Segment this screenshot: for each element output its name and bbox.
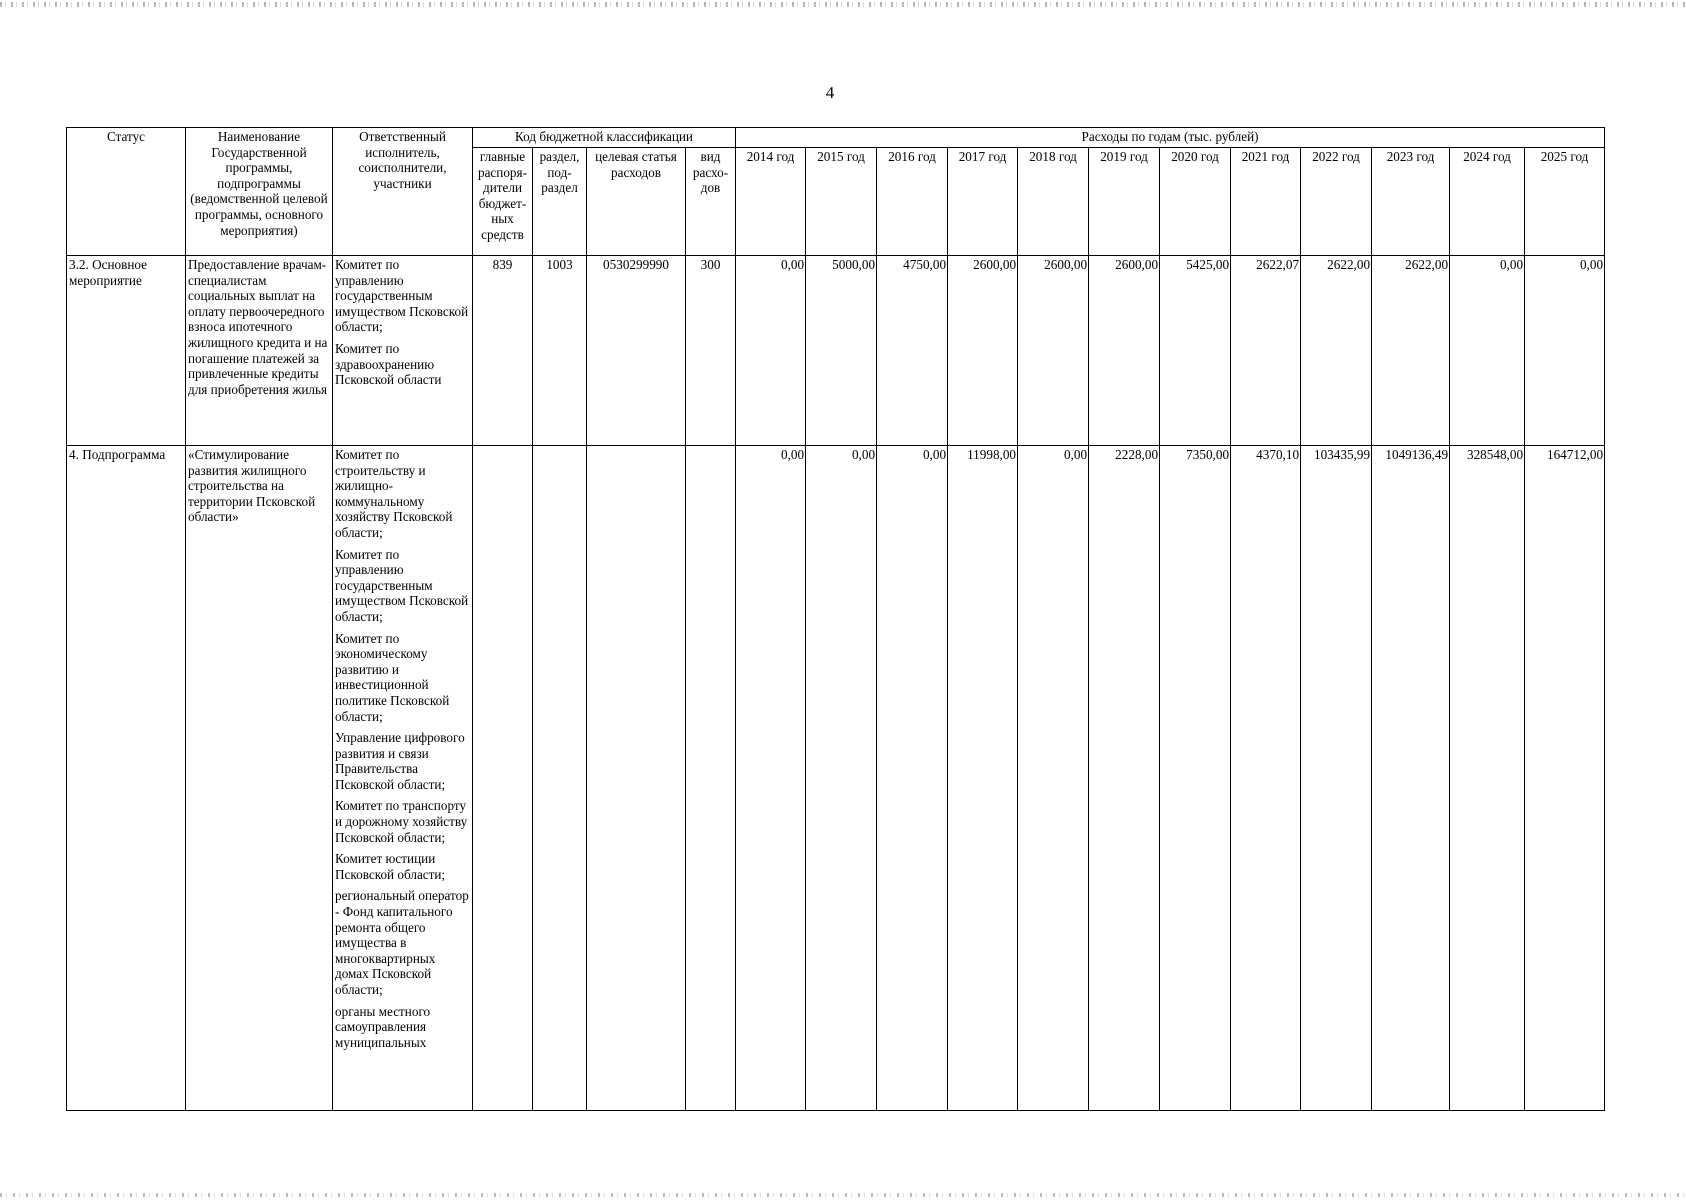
header-status: Статус	[67, 128, 186, 256]
row-status: 3.2. Основное мероприятие	[67, 256, 186, 446]
value-cell: 164712,00	[1525, 446, 1605, 1111]
header-year: 2021 год	[1231, 148, 1301, 256]
value-cell: 2228,00	[1089, 446, 1160, 1111]
value-cell: 2600,00	[1018, 256, 1089, 446]
table-row-main-event	[67, 256, 1605, 446]
row-name: Предоставление врачам-специалистам социальных выплат на оплату первоочередного взноса ипотечного жилищного кредита и на погашение платежей за привлеченные кредиты для приобретения жилья	[186, 256, 333, 446]
header-year: 2019 год	[1089, 148, 1160, 256]
scan-edge-top	[0, 2, 1686, 7]
header-year: 2015 год	[806, 148, 877, 256]
page-number: 4	[825, 83, 835, 102]
value-cell: 0,00	[877, 446, 948, 1111]
value-cell: 328548,00	[1450, 446, 1525, 1111]
executor-item: Управление цифрового развития и связи Правительства Псковской области;	[335, 730, 465, 792]
executor-item: Комитет по транспорту и дорожному хозяйству Псковской области;	[335, 798, 468, 845]
header-code-section: раздел, под-раздел	[533, 148, 587, 256]
value-cell: 2622,07	[1231, 256, 1301, 446]
value-cell: 0,00	[806, 446, 877, 1111]
code-article-cell	[587, 446, 686, 1111]
header-code-gr: главные распоря-дители бюджет-ных средств	[473, 148, 533, 256]
header-code-article: целевая статья расходов	[587, 148, 686, 256]
header-executor: Ответственный исполнитель, соисполнители, участники	[333, 128, 473, 256]
value-cell: 2600,00	[948, 256, 1018, 446]
executor-item: органы местного самоуправления муниципальных	[335, 1003, 431, 1050]
executor-item: Комитет по управлению государственным имуществом Псковской области;	[335, 546, 469, 624]
executor-item: региональный оператор - Фонд капитального ремонта общего имущества в многоквартирных домах Псковской области;	[335, 888, 469, 997]
table-row-subprogram	[67, 446, 1605, 1111]
executor-item: Комитет по управлению государственным имуществом Псковской области;	[335, 257, 469, 335]
value-cell: 0,00	[1450, 256, 1525, 446]
header-year: 2025 год	[1525, 148, 1605, 256]
value-cell: 1049136,49	[1372, 446, 1450, 1111]
header-year: 2023 год	[1372, 148, 1450, 256]
scan-edge-bottom	[0, 1193, 1686, 1197]
value-cell: 0,00	[1018, 446, 1089, 1111]
executor-item: Комитет юстиции Псковской области;	[335, 851, 446, 882]
value-cell: 2622,00	[1372, 256, 1450, 446]
value-cell: 7350,00	[1160, 446, 1231, 1111]
header-budget-code: Код бюджетной классификации	[473, 128, 736, 148]
row-executors	[333, 446, 473, 1111]
header-year: 2020 год	[1160, 148, 1231, 256]
row-name: «Стимулирование развития жилищного строительства на территории Псковской области»	[186, 446, 333, 1111]
value-cell: 11998,00	[948, 446, 1018, 1111]
value-cell: 103435,99	[1301, 446, 1372, 1111]
value-cell: 0,00	[736, 446, 806, 1111]
executor-item: Комитет по строительству и жилищно-коммунальному хозяйству Псковской области;	[335, 447, 453, 540]
code-section-cell: 1003	[533, 256, 587, 446]
code-type-cell	[686, 446, 736, 1111]
header-year: 2022 год	[1301, 148, 1372, 256]
header-row-1	[67, 128, 1605, 148]
value-cell: 2600,00	[1089, 256, 1160, 446]
code-gr-cell: 839	[473, 256, 533, 446]
code-gr-cell	[473, 446, 533, 1111]
value-cell: 5425,00	[1160, 256, 1231, 446]
value-cell: 4370,10	[1231, 446, 1301, 1111]
budget-table	[66, 127, 1605, 1111]
header-year: 2018 год	[1018, 148, 1089, 256]
value-cell: 2622,00	[1301, 256, 1372, 446]
value-cell: 0,00	[1525, 256, 1605, 446]
row-status: 4. Подпрограмма	[67, 446, 186, 1111]
header-year: 2016 год	[877, 148, 948, 256]
value-cell: 4750,00	[877, 256, 948, 446]
header-year: 2017 год	[948, 148, 1018, 256]
row-executors	[333, 256, 473, 446]
header-expenses: Расходы по годам (тыс. рублей)	[736, 128, 1605, 148]
code-type-cell: 300	[686, 256, 736, 446]
value-cell: 5000,00	[806, 256, 877, 446]
executor-item: Комитет по экономическому развитию и инвестиционной политике Псковской области;	[335, 630, 450, 724]
header-year: 2024 год	[1450, 148, 1525, 256]
header-year: 2014 год	[736, 148, 806, 256]
header-name: Наименование Государственной программы, подпрограммы (ведомственной целевой программы, основного мероприятия)	[186, 128, 333, 256]
header-code-type: вид расхо-дов	[686, 148, 736, 256]
value-cell: 0,00	[736, 256, 806, 446]
code-section-cell	[533, 446, 587, 1111]
code-article-cell: 0530299990	[587, 256, 686, 446]
executor-item: Комитет по здравоохранению Псковской области	[335, 340, 442, 388]
